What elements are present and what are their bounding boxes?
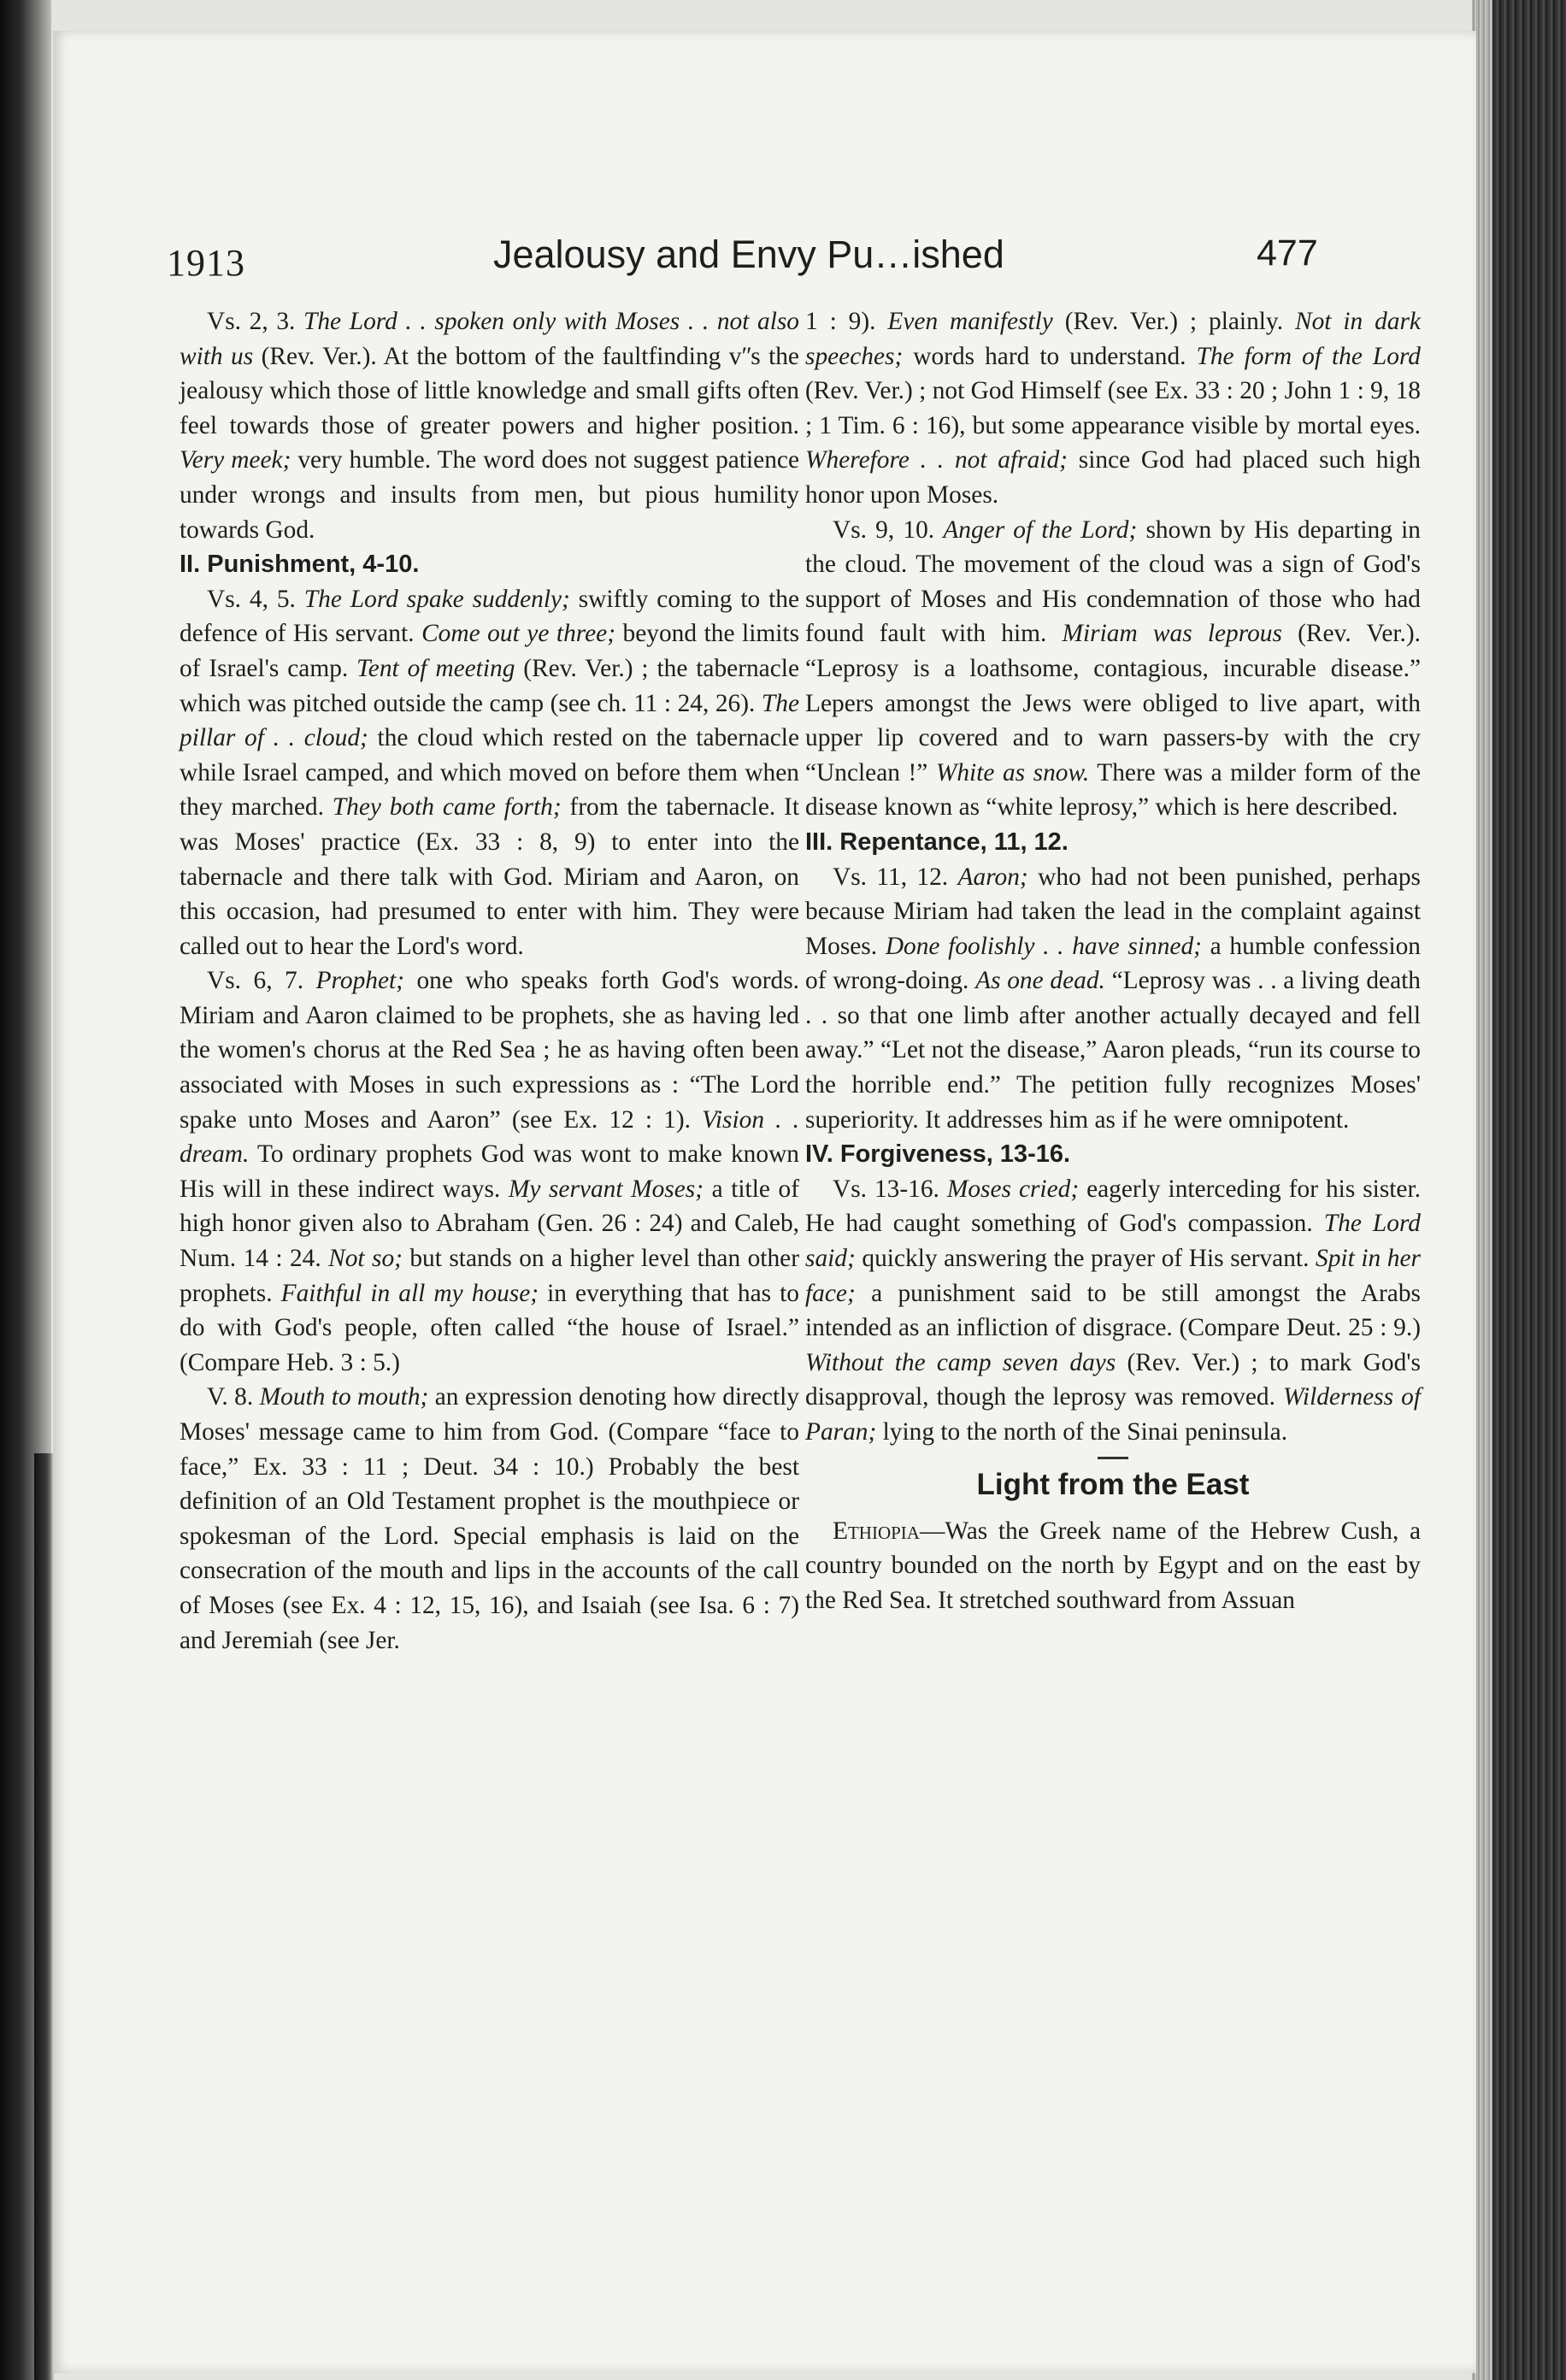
paragraph: Vs. 4, 5. The Lord spake suddenly; swiftly coming to the defence of His servant. Come out ye three; beyond the limits of Israel's camp. Tent of meeting (Rev. Ver.) ; the tabernacle which was pitched outside the camp (see ch. 11 : 24, 26). The pillar of . . cloud; the cloud which rested on the tabernacle while Israel camped, and which moved on before them when they marched. They both came forth; from the tabernacle. It was Moses' practice (Ex. 33 : 8, 9) to enter into the tabernacle and there talk with God. Miriam and Aaron, on this occasion, had presumed to enter with him. They were called out to hear the Lord's word.: [180, 585, 800, 960]
book-page: [53, 31, 1476, 2373]
page-number: 477: [1257, 233, 1318, 274]
paragraph: Ethiopia—Was the Greek name of the Hebrew Cush, a country bounded on the north by Egypt and on the east by the Red Sea. It stretched southward from Assuan: [805, 1517, 1421, 1614]
section-rule: [1098, 1457, 1128, 1459]
paragraph: Vs. 6, 7. Prophet; one who speaks forth God's words. Miriam and Aaron claimed to be prophets, she as having led the women's chorus at the Red Sea ; he as having often been associated with Moses in such expressions as : “The Lord spake unto Moses and Aaron” (see Ex. 12 : 1). Vision . . dream. To ordinary prophets God was wont to make known His will in these indirect ways. My servant Moses; a title of high honor given also to Abraham (Gen. 26 : 24) and Caleb, Num. 14 : 24. Not so; but stands on a higher level than other prophets. Faithful in all my house; in everything that has to do with God's people, often called “the house of Israel.” (Compare Heb. 3 : 5.): [180, 967, 799, 1376]
section-heading: II. Punishment, 4-10.: [180, 551, 420, 579]
section-title: Light from the East: [976, 1467, 1250, 1501]
header-title: Jealousy and Envy Pu…ished: [493, 233, 1004, 276]
binding-shadow-lower: [34, 1453, 55, 2380]
paragraph: Vs. 11, 12. Aaron; who had not been punished, perhaps because Miriam had taken the lead in the complaint against Moses. Done foolishly . . have sinned; a humble confession of wrong-doing. As one dead. “Leprosy was . . a living death . . so that one limb after another actually decayed and fell away.” “Let not the disease,” Aaron pleads, “run its course to the horrible end.” The petition fully recognizes Moses' superiority. It addresses him as if he were omnipotent.: [805, 863, 1422, 1134]
paragraph: V. 8. Mouth to mouth; an expression denoting how directly Moses' message came to him from God. (Compare “face to face,” Ex. 33 : 11 ; Deut. 34 : 10.) Probably the best definition of an Old Testament prophet is the mouthpiece or spokesman of the Lord. Special emphasis is laid on the consecration of the mouth and lips in the accounts of the call of Moses (see Ex. 4 : 12, 15, 16), and Isaiah (see Isa. 6 : 7) and Jeremiah (see Jer.: [180, 1383, 799, 1654]
left-column: [180, 304, 799, 1658]
paragraph: Vs. 9, 10. Anger of the Lord; shown by His departing in the cloud. The movement of the cloud was a sign of God's support of Moses and His condemnation of those who had found fault with him. Miriam was leprous (Rev. Ver.). “Leprosy is a loathsome, contagious, incurable disease.” Lepers amongst the Jews were obliged to live apart, with upper lip covered and to warn passers-by with the cry “Unclean !” White as snow. There was a milder form of the disease known as “white leprosy,” which is here described.: [805, 515, 1422, 822]
header-year: 1913: [167, 242, 245, 284]
running-head: [53, 233, 1476, 292]
paragraph: 1 : 9). Even manifestly (Rev. Ver.) ; plainly. Not in dark speeches; words hard to understand. The form of the Lord (Rev. Ver.) ; not God Himself (see Ex. 33 : 20 ; John 1 : 9, 18 ; 1 Tim. 6 : 16), but some appearance visible by mortal eyes. Wherefore . . not afraid; since God had placed such high honor upon Moses.: [805, 308, 1422, 509]
book-edge: [1487, 0, 1566, 2380]
paragraph: Vs. 2, 3. The Lord . . spoken only with Moses . . not also with us (Rev. Ver.). At the bottom of the faultfinding vʺs the jealousy which those of little knowledge and small gifts often feel towards those of greater powers and higher position. Very meek; very humble. The word does not suggest patience under wrongs and insults from men, but pious humility towards God.: [180, 308, 800, 544]
section-heading: III. Repentance, 11, 12.: [805, 828, 1069, 856]
right-column: [805, 304, 1421, 1617]
paragraph: Vs. 13-16. Moses cried; eagerly interceding for his sister. He had caught something of God's compassion. The Lord said; quickly answering the prayer of His servant. Spit in her face; a punishment said to be still amongst the Arabs intended as an infliction of disgrace. (Compare Deut. 25 : 9.) Without the camp seven days (Rev. Ver.) ; to mark God's disapproval, though the leprosy was removed. Wilderness of Paran; lying to the north of the Sinai peninsula.: [805, 1175, 1421, 1446]
section-heading: IV. Forgiveness, 13-16.: [805, 1140, 1071, 1169]
